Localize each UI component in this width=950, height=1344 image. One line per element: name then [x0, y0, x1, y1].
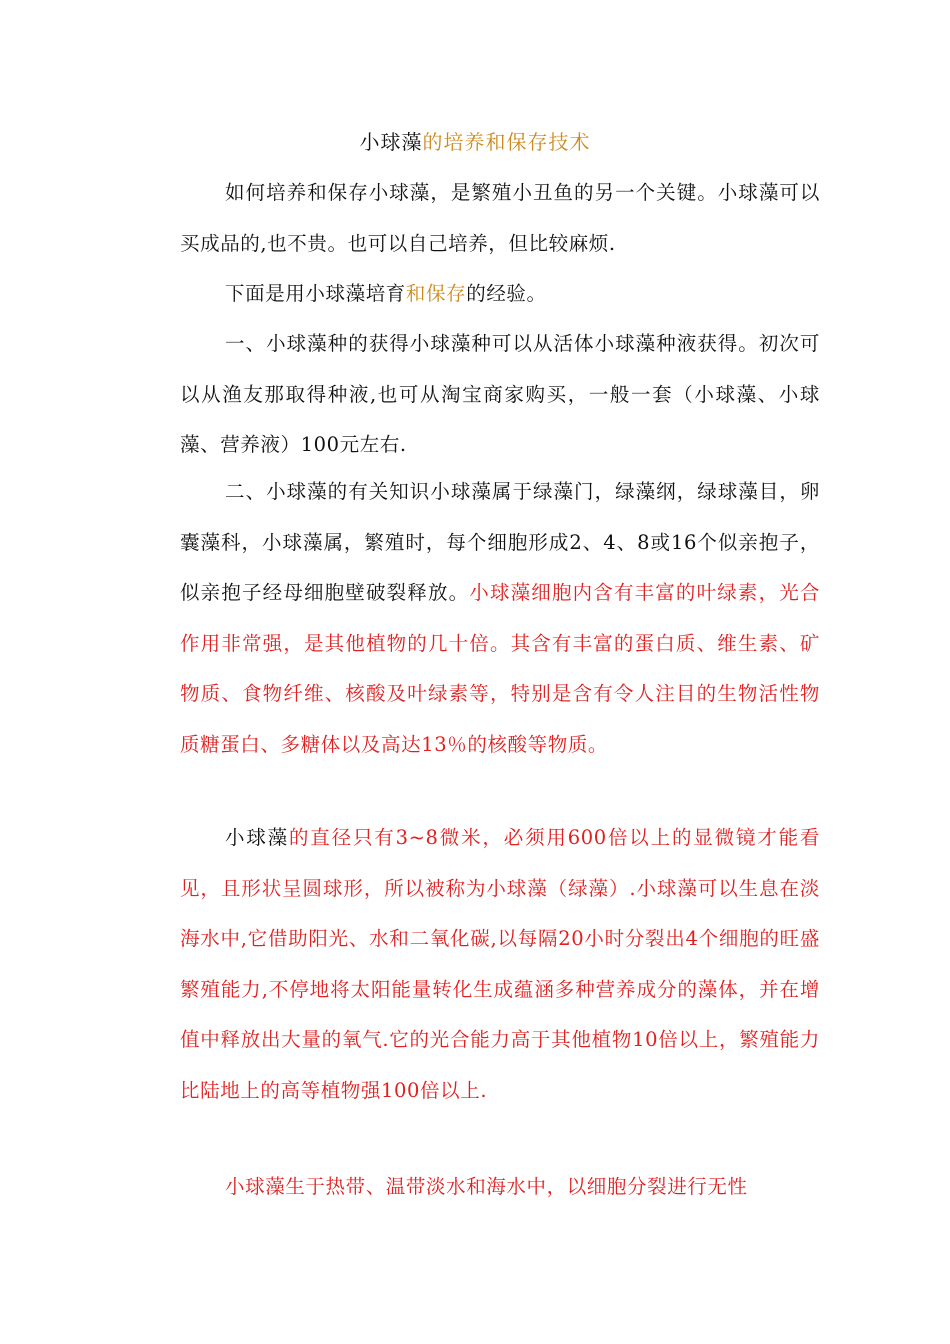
paragraph-size [180, 813, 820, 1116]
experience-part-1: 下面是用小球藻培育 [225, 282, 406, 305]
paragraph-section-1: 一、小球藻种的获得小球藻种可以从活体小球藻种液获得。初次可以从渔友那取得种液,也可从淘宝商家购买，一般一套（小球藻、小球藻、营养液）100元左右. [180, 332, 820, 456]
paragraph-habitat: 小球藻生于热带、温带淡水和海水中，以细胞分裂进行无性 [225, 1175, 748, 1198]
title-part-orange: 的培养和保存技术 [422, 130, 591, 154]
paragraph-experience [180, 269, 820, 320]
paragraph-intro: 如何培养和保存小球藻，是繁殖小丑鱼的另一个关键。小球藻可以买成品的,也不贵。也可以自己培养，但比较麻烦. [180, 181, 820, 255]
experience-part-2: 和保存 [405, 282, 467, 305]
experience-part-3: 的经验。 [466, 282, 547, 305]
size-black-text: 小球藻 [225, 826, 289, 849]
document-title [0, 126, 950, 155]
paragraph-section-2 [180, 467, 820, 770]
size-red-text: 的直径只有3~8微米，必须用600倍以上的显微镜才能看见，且形状呈圆球形，所以被称为小球藻（绿藻）.小球藻可以生息在淡海水中,它借助阳光、水和二氧化碳,以每隔20小时分裂出4个细胞的旺盛繁殖能力,不停地将太阳能量转化生成蕴涵多种营养成分的藻体，并在增值中释放出大量的氧气.它的光合能力高于其他植物10倍以上，繁殖能力比陆地上的高等植物强100倍以上. [180, 826, 820, 1102]
section-2-red-text: 小球藻细胞内含有丰富的叶绿素，光合作用非常强，是其他植物的几十倍。其含有丰富的蛋白质、维生素、矿物质、食物纤维、核酸及叶绿素等，特别是含有令人注目的生物活性物质糖蛋白、多糖体以及高达13％的核酸等物质。 [180, 581, 821, 756]
section-2-black-text: 二、小球藻的有关知识小球藻属于绿藻门，绿藻纲，绿球藻目，卵囊藻科，小球藻属，繁殖时，每个细胞形成2、4、8或16个似亲抱子，似亲抱子经母细胞壁破裂释放。 [180, 480, 820, 604]
title-part-black: 小球藻 [359, 130, 423, 154]
